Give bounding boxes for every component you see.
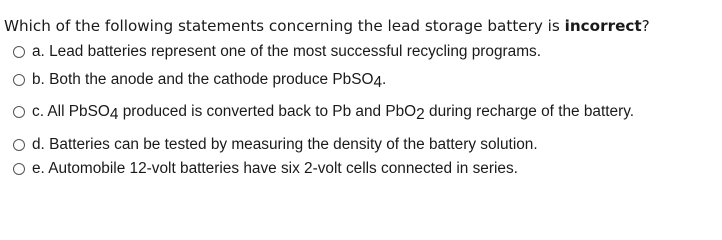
- option-d[interactable]: [13, 134, 538, 156]
- option-label: [32, 102, 634, 122]
- radio-button-icon[interactable]: [13, 163, 25, 175]
- subscript: 4: [109, 106, 119, 123]
- option-label: [32, 70, 386, 90]
- option-text: Both the anode and the cathode produce PbSO: [44, 71, 374, 88]
- option-letter: b.: [32, 71, 45, 88]
- subscript: 4: [373, 74, 382, 91]
- option-text: Automobile 12-volt batteries have six 2-volt cells connected in series.: [44, 160, 518, 177]
- question-suffix: ?: [641, 17, 650, 35]
- option-b[interactable]: [13, 69, 386, 91]
- option-text: .: [382, 71, 387, 88]
- option-label: [32, 135, 538, 155]
- option-text: All PbSO: [43, 103, 110, 120]
- option-label: [32, 159, 518, 179]
- option-letter: d.: [32, 136, 45, 153]
- option-text: during recharge of the battery.: [424, 103, 635, 120]
- subscript: 2: [416, 106, 425, 123]
- radio-button-icon[interactable]: [13, 106, 25, 118]
- question-prefix: Which of the following statements concerning the lead storage battery is: [4, 17, 565, 35]
- radio-button-icon[interactable]: [13, 46, 25, 58]
- option-letter: c.: [32, 103, 44, 120]
- option-e[interactable]: [13, 158, 518, 180]
- radio-button-icon[interactable]: [13, 74, 25, 86]
- option-letter: a.: [32, 43, 45, 60]
- option-a[interactable]: [13, 41, 541, 63]
- option-label: [32, 42, 541, 62]
- option-text: produced is converted back to Pb and PbO: [118, 103, 417, 120]
- option-text: Lead batteries represent one of the most successful recycling programs.: [44, 43, 542, 60]
- question-emphasis: incorrect: [564, 17, 642, 35]
- option-c[interactable]: [13, 101, 634, 123]
- option-letter: e.: [32, 160, 45, 177]
- radio-button-icon[interactable]: [13, 139, 25, 151]
- question-text: [4, 16, 650, 36]
- option-text: Batteries can be tested by measuring the density of the battery solution.: [44, 136, 538, 153]
